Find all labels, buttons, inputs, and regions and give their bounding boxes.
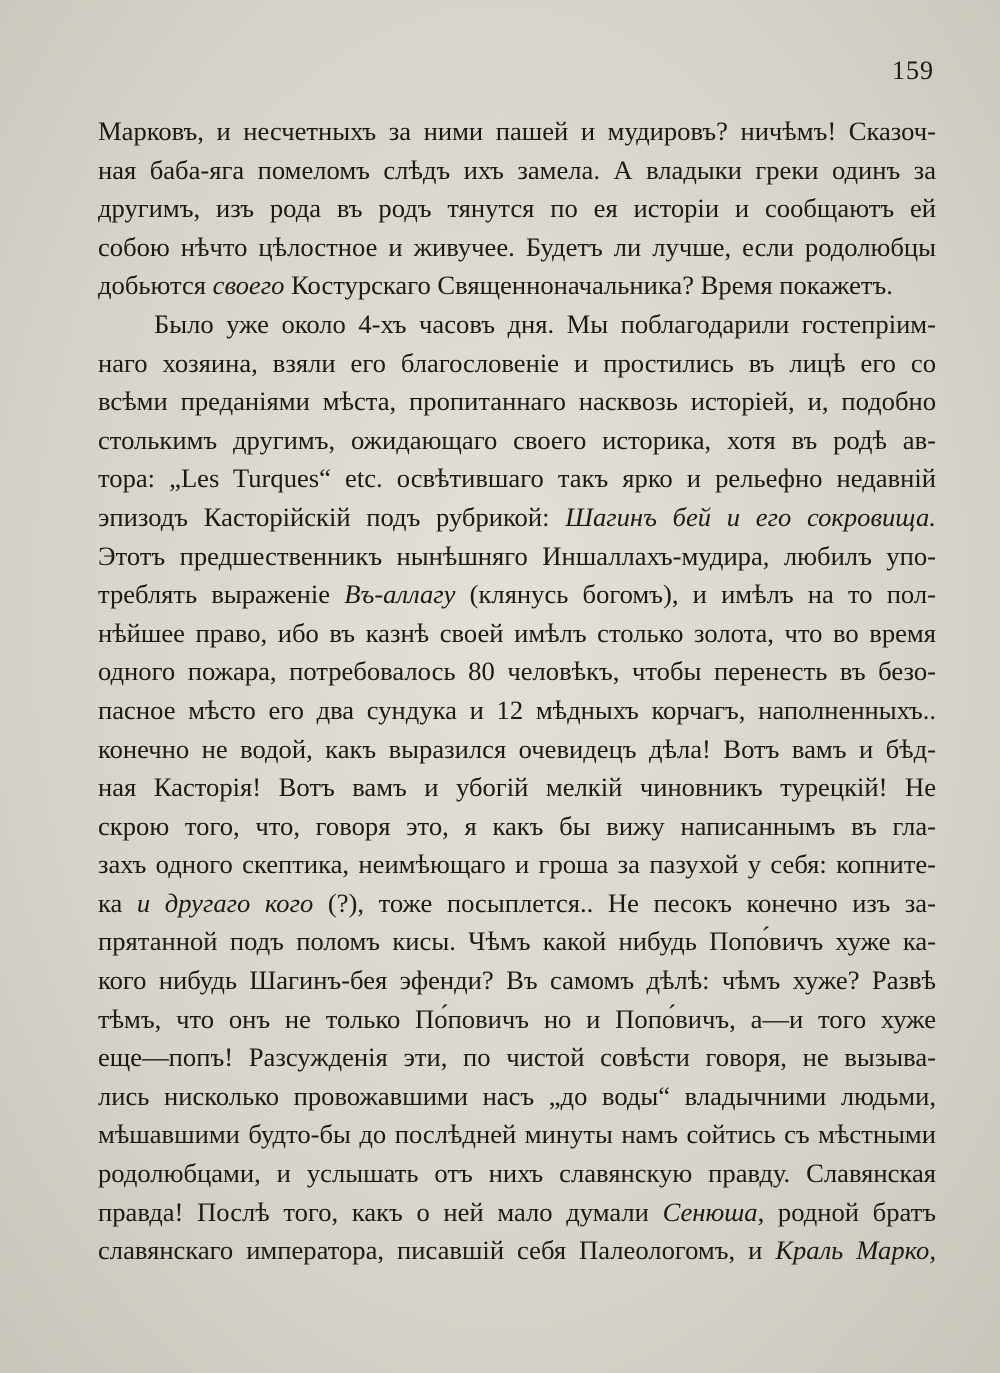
italic-text: своего bbox=[212, 270, 285, 301]
text-line bbox=[98, 537, 936, 576]
text-segment: , родной братъ bbox=[757, 1196, 936, 1227]
text-line bbox=[98, 228, 936, 267]
text-segment: наго хозяина, взяли его благословеніе и простились въ лицѣ его со bbox=[98, 347, 936, 378]
text-line bbox=[98, 730, 936, 769]
text-segment: одного пожара, потребовалось 80 человѣкъ, чтобы перенесть въ безо- bbox=[98, 656, 936, 687]
text-line bbox=[98, 1000, 936, 1039]
text-line bbox=[98, 652, 936, 691]
italic-text: Въ-аллагу bbox=[344, 579, 456, 610]
text-line bbox=[98, 1038, 936, 1077]
text-segment: добьются bbox=[98, 270, 213, 301]
text-segment: славянскаго императора, писавшій себя Палеологомъ, и bbox=[98, 1235, 776, 1266]
text-line bbox=[98, 498, 936, 537]
page-number: 159 bbox=[892, 56, 934, 85]
text-segment: мѣшавшими будто-бы до послѣдней минуты намъ сойтись съ мѣстными bbox=[98, 1119, 936, 1150]
text-line bbox=[98, 1154, 936, 1193]
text-segment: захъ одного скептика, неимѣющаго и гроша за пазухой у себя: копните- bbox=[98, 849, 936, 880]
body-text bbox=[98, 112, 936, 1270]
text-line bbox=[98, 382, 936, 421]
text-line bbox=[98, 768, 936, 807]
text-segment: другимъ, изъ рода въ родъ тянутся по ея исторіи и сообщаютъ ей bbox=[98, 193, 936, 224]
text-line bbox=[98, 421, 936, 460]
text-segment: ная Касторія! Вотъ вамъ и убогій мелкій чиновникъ турецкій! Не bbox=[98, 772, 936, 803]
text-segment: еще—попъ! Разсужденія эти, по чистой совѣсти говоря, не вызыва- bbox=[98, 1042, 936, 1073]
text-segment: собою нѣчто цѣлостное и живучее. Будетъ ли лучше, если родолюбцы bbox=[98, 231, 936, 262]
text-segment: правда! Послѣ того, какъ о ней мало думали bbox=[98, 1196, 663, 1227]
text-line bbox=[98, 1231, 936, 1270]
text-line bbox=[98, 961, 936, 1000]
text-segment: лись нисколько провожавшими насъ „до воды“ владычними людьми, bbox=[98, 1080, 936, 1111]
text-segment: пасное мѣсто его два сундука и 12 мѣдныхъ корчагъ, наполненныхъ.. bbox=[98, 694, 936, 725]
text-segment: конечно не водой, какъ выразился очевидецъ дѣла! Вотъ вамъ и бѣд- bbox=[98, 733, 936, 764]
text-segment: (?), тоже посыплется.. Не песокъ конечно изъ за- bbox=[313, 887, 936, 918]
text-line bbox=[98, 807, 936, 846]
text-segment: тора: „Les Turques“ etc. освѣтившаго такъ ярко и рельефно недавній bbox=[98, 463, 936, 494]
text-segment: ка bbox=[98, 887, 137, 918]
text-line bbox=[98, 614, 936, 653]
text-line bbox=[98, 112, 936, 151]
text-segment: скрою того, что, говоря это, я какъ бы вижу написаннымъ въ гла- bbox=[98, 810, 936, 841]
text-segment: всѣми преданіями мѣста, пропитаннаго насквозь исторіей, и, подобно bbox=[98, 386, 936, 417]
text-line bbox=[98, 845, 936, 884]
text-segment: родолюбцами, и услышать отъ нихъ славянскую правду. Славянская bbox=[98, 1158, 936, 1189]
text-line bbox=[98, 305, 936, 344]
text-line bbox=[98, 344, 936, 383]
italic-text: и другаго кого bbox=[136, 887, 314, 918]
text-line bbox=[98, 1115, 936, 1154]
text-line bbox=[98, 884, 936, 923]
italic-text: Сенюша bbox=[662, 1196, 758, 1227]
text-segment: Марковъ, и несчетныхъ за ними пашей и мудировъ? ничѣмъ! Сказоч- bbox=[98, 116, 936, 146]
text-line bbox=[98, 189, 936, 228]
text-segment: Было уже около 4-хъ часовъ дня. Мы поблагодарили гостепріим- bbox=[154, 308, 936, 339]
text-segment: Костурскаго Священноначальника? Время покажетъ. bbox=[284, 270, 893, 301]
text-segment: (клянусь богомъ), и имѣлъ на то пол- bbox=[455, 579, 936, 610]
text-line bbox=[98, 151, 936, 190]
text-line bbox=[98, 1193, 936, 1232]
text-segment: прятанной подъ поломъ кисы. Чѣмъ какой нибудь Попо́вичъ хуже ка- bbox=[98, 926, 936, 957]
text-line bbox=[98, 922, 936, 961]
text-segment: треблять выраженіе bbox=[98, 579, 345, 610]
text-line bbox=[98, 691, 936, 730]
text-segment: нѣйшее право, ибо въ казнѣ своей имѣлъ столько золота, что во время bbox=[98, 617, 936, 648]
italic-text: Шагинъ бей и его сокровища. bbox=[565, 501, 936, 532]
text-line bbox=[98, 575, 936, 614]
text-segment: Этотъ предшественникъ нынѣшняго Иншаллахъ-мудира, любилъ упо- bbox=[98, 540, 936, 571]
text-segment: ная баба-яга помеломъ слѣдъ ихъ замела. А владыки греки одинъ за bbox=[98, 154, 936, 185]
text-segment: тѣмъ, что онъ не только По́повичъ но и Попо́вичъ, а—и того хуже bbox=[98, 1003, 936, 1034]
text-line bbox=[98, 459, 936, 498]
text-line bbox=[98, 1077, 936, 1116]
text-segment: кого нибудь Шагинъ-бея эфенди? Въ самомъ дѣлѣ: чѣмъ хуже? Развѣ bbox=[98, 965, 936, 996]
text-segment: эпизодъ Касторійскій подъ рубрикой: bbox=[98, 501, 566, 532]
text-line bbox=[98, 266, 936, 305]
text-segment: столькимъ другимъ, ожидающаго своего историка, хотя въ родѣ ав- bbox=[98, 424, 936, 455]
italic-text: Краль Марко, bbox=[775, 1235, 936, 1266]
